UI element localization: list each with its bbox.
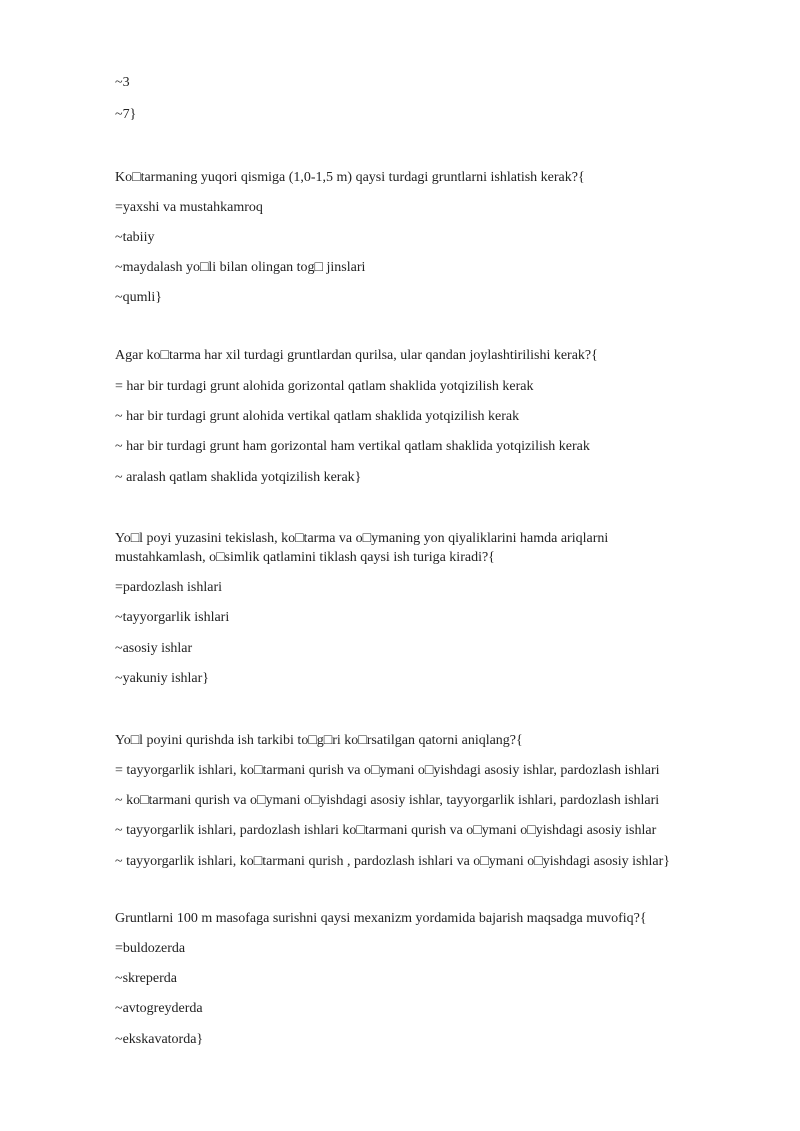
answer-option-correct: = har bir turdagi grunt alohida gorizontal qatlam shaklida yotqizilish kerak — [115, 379, 534, 394]
answer-option-correct: = tayyorgarlik ishlari, ko□tarmani qurish va o□ymani o□yishdagi asosiy ishlar, pardozlash ishlari — [115, 763, 660, 778]
answer-option: ~ekskavatorda} — [115, 1032, 204, 1047]
answer-option: ~skreperda — [115, 971, 177, 986]
question-text: mustahkamlash, o□simlik qatlamini tiklash qaysi ish turiga kiradi?{ — [115, 550, 495, 565]
answer-option: ~ har bir turdagi grunt alohida vertikal qatlam shaklida yotqizilish kerak — [115, 409, 520, 424]
answer-option: ~ ko□tarmani qurish va o□ymani o□yishdagi asosiy ishlar, tayyorgarlik ishlari, pardozlash ishlari — [115, 793, 660, 808]
answer-option: ~yakuniy ishlar} — [115, 671, 210, 686]
answer-option-correct: =yaxshi va mustahkamroq — [115, 200, 263, 215]
answer-option: ~7} — [115, 107, 137, 122]
question-text: Gruntlarni 100 m masofaga surishni qaysi mexanizm yordamida bajarish maqsadga muvofiq?{ — [115, 911, 647, 926]
question-text: Agar ko□tarma har xil turdagi gruntlardan qurilsa, ular qandan joylashtirilishi kerak?{ — [115, 348, 598, 363]
answer-option: ~tayyorgarlik ishlari — [115, 610, 230, 625]
answer-option: ~3 — [115, 75, 130, 90]
answer-option: ~ aralash qatlam shaklida yotqizilish kerak} — [115, 470, 362, 485]
question-text: Yo□l poyi yuzasini tekislash, ko□tarma va o□ymaning yon qiyaliklarini hamda ariqlarni — [115, 531, 609, 546]
answer-option-correct: =pardozlash ishlari — [115, 580, 223, 595]
answer-option: ~tabiiy — [115, 230, 155, 245]
answer-option: ~maydalash yo□li bilan olingan tog□ jinslari — [115, 260, 366, 275]
question-text: Ko□tarmaning yuqori qismiga (1,0-1,5 m) qaysi turdagi gruntlarni ishlatish kerak?{ — [115, 170, 585, 185]
answer-option: ~ tayyorgarlik ishlari, ko□tarmani qurish , pardozlash ishlari va o□ymani o□yishdagi asosiy ishlar} — [115, 854, 670, 869]
answer-option: ~avtogreyderda — [115, 1001, 203, 1016]
answer-option-correct: =buldozerda — [115, 941, 186, 956]
answer-option: ~qumli} — [115, 290, 162, 305]
answer-option: ~ tayyorgarlik ishlari, pardozlash ishlari ko□tarmani qurish va o□ymani o□yishdagi asosiy ishlar — [115, 823, 657, 838]
answer-option: ~asosiy ishlar — [115, 641, 193, 656]
question-text: Yo□l poyini qurishda ish tarkibi to□g□ri ko□rsatilgan qatorni aniqlang?{ — [115, 733, 523, 748]
answer-option: ~ har bir turdagi grunt ham gorizontal ham vertikal qatlam shaklida yotqizilish kerak — [115, 439, 590, 454]
